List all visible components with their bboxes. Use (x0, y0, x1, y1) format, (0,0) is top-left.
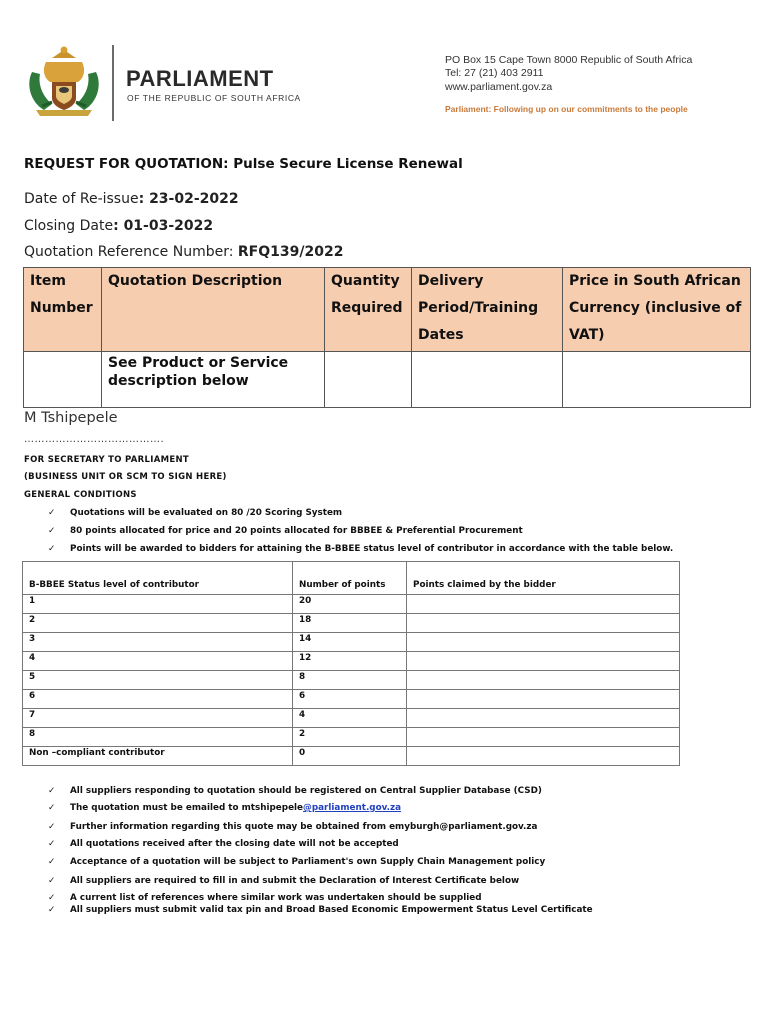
list-item: ✓ Quotations will be evaluated on 80 /20 Scoring System (48, 508, 343, 518)
reference-value: RFQ139/2022 (237, 244, 344, 260)
reference-label: Quotation Reference Number: (24, 244, 238, 260)
list-item: ✓ A current list of references where similar work was undertaken should be supplied (48, 893, 482, 903)
coat-of-arms-logo (22, 44, 106, 118)
list-item: ✓ The quotation must be emailed to mtshipepele@parliament.gov.za (48, 803, 402, 813)
check-icon: ✓ (48, 508, 56, 518)
points-claimed-cell[interactable] (407, 709, 680, 728)
quotation-table-header (24, 268, 751, 352)
header-description: Quotation Description (102, 268, 325, 352)
header-item-number: Item Number (24, 268, 102, 352)
reissue-value: : 23-02-2022 (138, 191, 239, 207)
table-row: 7 4 (23, 709, 680, 728)
cell-price (563, 352, 751, 408)
check-icon: ✓ (48, 786, 56, 796)
points-claimed-cell[interactable] (407, 690, 680, 709)
cell-description: See Product or Service description below (102, 352, 325, 408)
list-item: ✓ All suppliers responding to quotation should be registered on Central Supplier Database (CSD) (48, 786, 542, 796)
points-claimed-cell[interactable] (407, 652, 680, 671)
quotation-table (23, 267, 751, 408)
website: www.parliament.gov.za (445, 81, 553, 93)
email-link[interactable]: @parliament.gov.za (303, 803, 402, 813)
points-claimed-cell[interactable] (407, 595, 680, 614)
postal-address: PO Box 15 Cape Town 8000 Republic of South Africa (445, 54, 693, 66)
reissue-date (24, 191, 239, 207)
table-row: 8 2 (23, 728, 680, 747)
check-icon: ✓ (48, 839, 56, 849)
cell-quantity (325, 352, 412, 408)
org-subtitle: OF THE REPUBLIC OF SOUTH AFRICA (127, 93, 301, 103)
table-row: 6 6 (23, 690, 680, 709)
signature-line: …………………………………. (24, 434, 165, 445)
org-name: PARLIAMENT (126, 66, 274, 91)
reissue-label: Date of Re-issue (24, 191, 139, 207)
check-icon: ✓ (48, 893, 56, 903)
list-item: ✓ Acceptance of a quotation will be subject to Parliament's own Supply Chain Management policy (48, 857, 546, 867)
list-item: ✓ Points will be awarded to bidders for attaining the B-BBEE status level of contributor in accordance with the table below. (48, 544, 674, 554)
bbbee-table-header (23, 562, 680, 595)
table-row: 4 12 (23, 652, 680, 671)
points-claimed-cell[interactable] (407, 614, 680, 633)
closing-value: : 01-03-2022 (113, 218, 214, 234)
header-price: Price in South African Currency (inclusive of VAT) (563, 268, 751, 352)
table-row: 5 8 (23, 671, 680, 690)
table-row: 2 18 (23, 614, 680, 633)
table-row: Non –compliant contributor 0 (23, 747, 680, 766)
cell-delivery (412, 352, 563, 408)
check-icon: ✓ (48, 544, 56, 554)
header-number-of-points: Number of points (293, 562, 407, 595)
list-item: ✓ All suppliers must submit valid tax pin and Broad Based Economic Empowerment Status Level Certificate (48, 905, 593, 915)
check-icon: ✓ (48, 822, 56, 832)
points-claimed-cell[interactable] (407, 747, 680, 766)
closing-date (24, 218, 213, 234)
general-conditions-heading: GENERAL CONDITIONS (24, 490, 137, 500)
points-claimed-cell[interactable] (407, 671, 680, 690)
list-item: ✓ Further information regarding this quote may be obtained from emyburgh@parliament.gov.za (48, 822, 538, 832)
check-icon: ✓ (48, 857, 56, 867)
check-icon: ✓ (48, 876, 56, 886)
bbbee-points-table (22, 561, 680, 766)
check-icon: ✓ (48, 526, 56, 536)
header-status-level: B-BBEE Status level of contributor (23, 562, 293, 595)
sign-instruction: (BUSINESS UNIT OR SCM TO SIGN HERE) (24, 472, 227, 482)
rfq-title: REQUEST FOR QUOTATION: Pulse Secure License Renewal (24, 156, 463, 172)
header-quantity: Quantity Required (325, 268, 412, 352)
list-item: ✓ All quotations received after the closing date will not be accepted (48, 839, 399, 849)
tagline: Parliament: Following up on our commitments to the people (445, 104, 688, 114)
table-row: 1 20 (23, 595, 680, 614)
telephone: Tel: 27 (21) 403 2911 (445, 67, 544, 79)
check-icon: ✓ (48, 905, 56, 915)
table-row (24, 352, 751, 408)
signatory-name: M Tshipepele (24, 410, 118, 426)
quotation-reference (24, 244, 343, 260)
secretary-label: FOR SECRETARY TO PARLIAMENT (24, 455, 189, 465)
points-claimed-cell[interactable] (407, 728, 680, 747)
header-divider (112, 45, 114, 121)
header-delivery: Delivery Period/Training Dates (412, 268, 563, 352)
list-item: ✓ All suppliers are required to fill in and submit the Declaration of Interest Certificate below (48, 876, 520, 886)
header-points-claimed: Points claimed by the bidder (407, 562, 680, 595)
closing-label: Closing Date (24, 218, 114, 234)
check-icon: ✓ (48, 803, 56, 813)
list-item: ✓ 80 points allocated for price and 20 points allocated for BBBEE & Preferential Procurement (48, 526, 523, 536)
points-claimed-cell[interactable] (407, 633, 680, 652)
cell-item-number (24, 352, 102, 408)
table-row: 3 14 (23, 633, 680, 652)
